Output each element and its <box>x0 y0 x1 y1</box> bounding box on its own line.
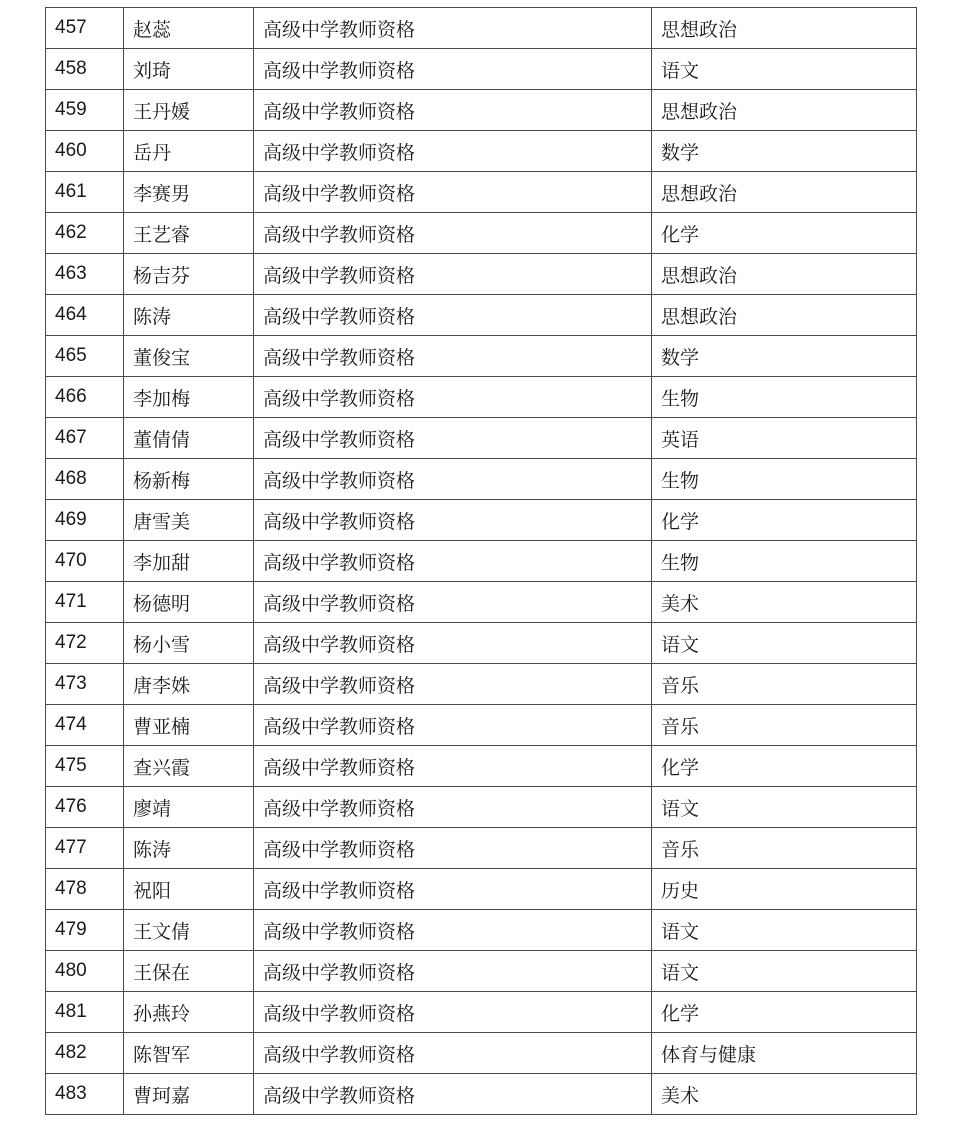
subject-cell: 语文 <box>652 49 917 90</box>
table-row <box>46 541 917 582</box>
qualification-cell: 高级中学教师资格 <box>254 992 652 1033</box>
subject-cell: 化学 <box>652 992 917 1033</box>
row-number-cell: 472 <box>46 623 124 664</box>
table-row <box>46 500 917 541</box>
table-row <box>46 49 917 90</box>
teacher-name-cell: 杨新梅 <box>124 459 254 500</box>
qualification-cell: 高级中学教师资格 <box>254 1074 652 1115</box>
qualification-cell: 高级中学教师资格 <box>254 746 652 787</box>
table-row <box>46 1074 917 1115</box>
row-number-cell: 480 <box>46 951 124 992</box>
subject-cell: 生物 <box>652 541 917 582</box>
table-row <box>46 131 917 172</box>
teacher-name-cell: 李加梅 <box>124 377 254 418</box>
row-number-cell: 468 <box>46 459 124 500</box>
teacher-name-cell: 董俊宝 <box>124 336 254 377</box>
table-row <box>46 295 917 336</box>
qualification-cell: 高级中学教师资格 <box>254 459 652 500</box>
teacher-name-cell: 王丹媛 <box>124 90 254 131</box>
table-row <box>46 623 917 664</box>
qualification-cell: 高级中学教师资格 <box>254 172 652 213</box>
row-number-cell: 483 <box>46 1074 124 1115</box>
row-number-cell: 471 <box>46 582 124 623</box>
qualification-cell: 高级中学教师资格 <box>254 213 652 254</box>
subject-cell: 语文 <box>652 951 917 992</box>
table-row <box>46 828 917 869</box>
subject-cell: 化学 <box>652 500 917 541</box>
row-number-cell: 478 <box>46 869 124 910</box>
subject-cell: 生物 <box>652 459 917 500</box>
subject-cell: 语文 <box>652 787 917 828</box>
qualification-cell: 高级中学教师资格 <box>254 418 652 459</box>
table-row <box>46 377 917 418</box>
teacher-name-cell: 曹珂嘉 <box>124 1074 254 1115</box>
row-number-cell: 476 <box>46 787 124 828</box>
roster-sheet <box>45 7 916 1115</box>
row-number-cell: 459 <box>46 90 124 131</box>
table-row <box>46 254 917 295</box>
row-number-cell: 477 <box>46 828 124 869</box>
qualification-cell: 高级中学教师资格 <box>254 951 652 992</box>
qualification-cell: 高级中学教师资格 <box>254 254 652 295</box>
qualification-cell: 高级中学教师资格 <box>254 787 652 828</box>
table-row <box>46 582 917 623</box>
row-number-cell: 457 <box>46 8 124 49</box>
qualification-cell: 高级中学教师资格 <box>254 49 652 90</box>
subject-cell: 音乐 <box>652 705 917 746</box>
teacher-name-cell: 陈涛 <box>124 828 254 869</box>
subject-cell: 思想政治 <box>652 295 917 336</box>
subject-cell: 生物 <box>652 377 917 418</box>
subject-cell: 美术 <box>652 582 917 623</box>
row-number-cell: 482 <box>46 1033 124 1074</box>
table-row <box>46 8 917 49</box>
table-row <box>46 746 917 787</box>
qualification-cell: 高级中学教师资格 <box>254 828 652 869</box>
row-number-cell: 475 <box>46 746 124 787</box>
table-row <box>46 910 917 951</box>
teacher-name-cell: 杨小雪 <box>124 623 254 664</box>
subject-cell: 思想政治 <box>652 8 917 49</box>
row-number-cell: 474 <box>46 705 124 746</box>
qualification-cell: 高级中学教师资格 <box>254 500 652 541</box>
table-row <box>46 705 917 746</box>
subject-cell: 思想政治 <box>652 172 917 213</box>
teacher-name-cell: 孙燕玲 <box>124 992 254 1033</box>
qualification-cell: 高级中学教师资格 <box>254 705 652 746</box>
table-row <box>46 213 917 254</box>
roster-table <box>45 7 917 1115</box>
table-row <box>46 1033 917 1074</box>
row-number-cell: 469 <box>46 500 124 541</box>
teacher-name-cell: 李赛男 <box>124 172 254 213</box>
subject-cell: 语文 <box>652 623 917 664</box>
subject-cell: 化学 <box>652 213 917 254</box>
qualification-cell: 高级中学教师资格 <box>254 869 652 910</box>
subject-cell: 体育与健康 <box>652 1033 917 1074</box>
teacher-name-cell: 唐雪美 <box>124 500 254 541</box>
qualification-cell: 高级中学教师资格 <box>254 336 652 377</box>
qualification-cell: 高级中学教师资格 <box>254 131 652 172</box>
row-number-cell: 467 <box>46 418 124 459</box>
teacher-name-cell: 王文倩 <box>124 910 254 951</box>
table-row <box>46 172 917 213</box>
row-number-cell: 465 <box>46 336 124 377</box>
qualification-cell: 高级中学教师资格 <box>254 8 652 49</box>
subject-cell: 英语 <box>652 418 917 459</box>
teacher-name-cell: 王保在 <box>124 951 254 992</box>
row-number-cell: 473 <box>46 664 124 705</box>
subject-cell: 数学 <box>652 131 917 172</box>
row-number-cell: 481 <box>46 992 124 1033</box>
roster-table-body <box>46 8 917 1115</box>
row-number-cell: 466 <box>46 377 124 418</box>
table-row <box>46 951 917 992</box>
table-row <box>46 992 917 1033</box>
teacher-name-cell: 赵蕊 <box>124 8 254 49</box>
row-number-cell: 470 <box>46 541 124 582</box>
teacher-name-cell: 唐李姝 <box>124 664 254 705</box>
table-row <box>46 459 917 500</box>
qualification-cell: 高级中学教师资格 <box>254 664 652 705</box>
table-row <box>46 664 917 705</box>
table-row <box>46 787 917 828</box>
table-row <box>46 418 917 459</box>
subject-cell: 音乐 <box>652 664 917 705</box>
row-number-cell: 461 <box>46 172 124 213</box>
teacher-name-cell: 杨吉芬 <box>124 254 254 295</box>
row-number-cell: 463 <box>46 254 124 295</box>
teacher-name-cell: 李加甜 <box>124 541 254 582</box>
teacher-name-cell: 廖靖 <box>124 787 254 828</box>
subject-cell: 化学 <box>652 746 917 787</box>
qualification-cell: 高级中学教师资格 <box>254 623 652 664</box>
teacher-name-cell: 查兴霞 <box>124 746 254 787</box>
row-number-cell: 479 <box>46 910 124 951</box>
teacher-name-cell: 祝阳 <box>124 869 254 910</box>
qualification-cell: 高级中学教师资格 <box>254 541 652 582</box>
subject-cell: 历史 <box>652 869 917 910</box>
teacher-name-cell: 董倩倩 <box>124 418 254 459</box>
subject-cell: 思想政治 <box>652 254 917 295</box>
teacher-name-cell: 陈涛 <box>124 295 254 336</box>
subject-cell: 数学 <box>652 336 917 377</box>
row-number-cell: 458 <box>46 49 124 90</box>
table-row <box>46 336 917 377</box>
qualification-cell: 高级中学教师资格 <box>254 377 652 418</box>
qualification-cell: 高级中学教师资格 <box>254 582 652 623</box>
row-number-cell: 464 <box>46 295 124 336</box>
teacher-name-cell: 杨德明 <box>124 582 254 623</box>
subject-cell: 美术 <box>652 1074 917 1115</box>
teacher-name-cell: 陈智军 <box>124 1033 254 1074</box>
teacher-name-cell: 王艺睿 <box>124 213 254 254</box>
teacher-name-cell: 刘琦 <box>124 49 254 90</box>
row-number-cell: 462 <box>46 213 124 254</box>
table-row <box>46 869 917 910</box>
row-number-cell: 460 <box>46 131 124 172</box>
subject-cell: 思想政治 <box>652 90 917 131</box>
subject-cell: 语文 <box>652 910 917 951</box>
teacher-name-cell: 曹亚楠 <box>124 705 254 746</box>
qualification-cell: 高级中学教师资格 <box>254 90 652 131</box>
table-row <box>46 90 917 131</box>
qualification-cell: 高级中学教师资格 <box>254 910 652 951</box>
teacher-name-cell: 岳丹 <box>124 131 254 172</box>
subject-cell: 音乐 <box>652 828 917 869</box>
qualification-cell: 高级中学教师资格 <box>254 1033 652 1074</box>
qualification-cell: 高级中学教师资格 <box>254 295 652 336</box>
